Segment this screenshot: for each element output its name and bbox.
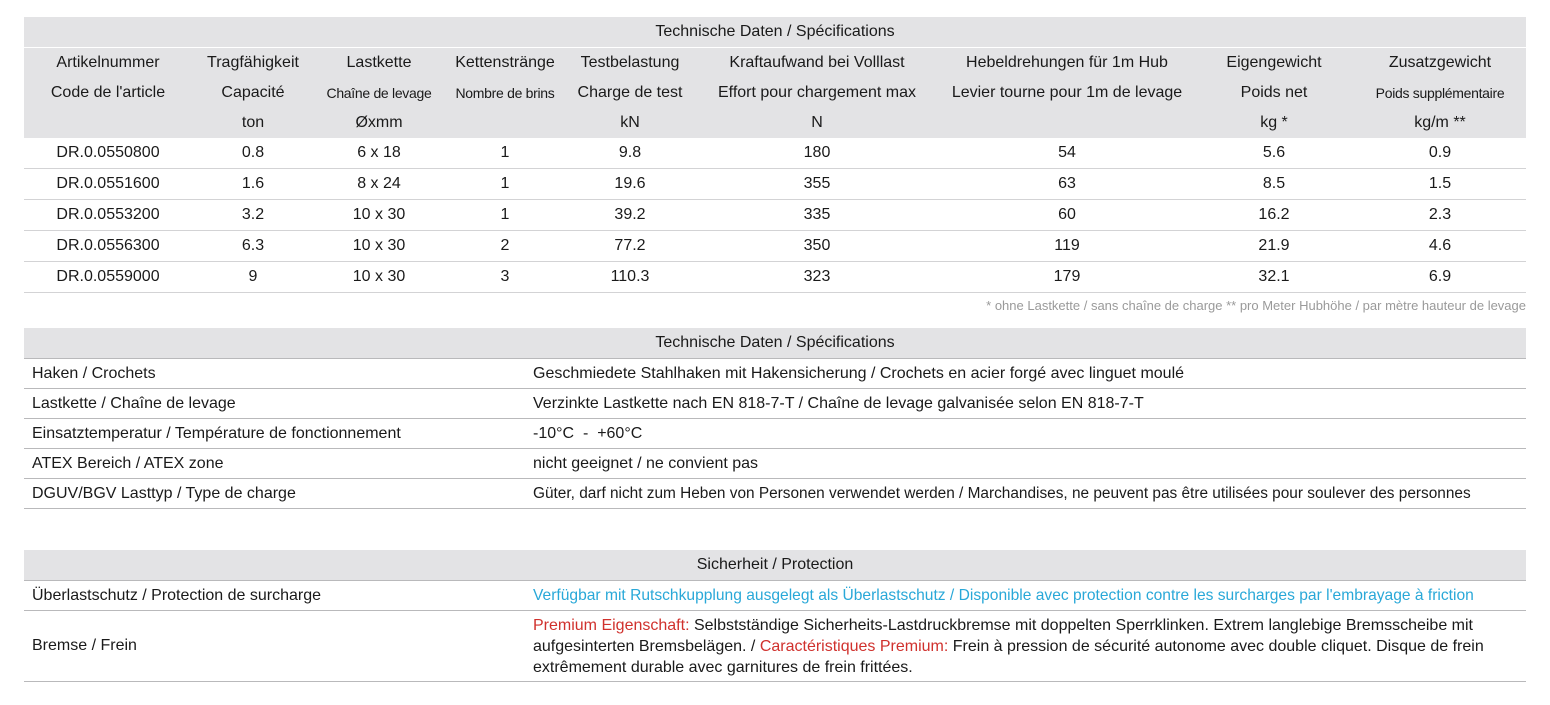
row-label: Bremse / Frein (24, 611, 525, 682)
specifications-table (24, 17, 1526, 293)
units-row (24, 108, 1526, 138)
table-cell: 3 (444, 262, 566, 293)
row-value: Güter, darf nicht zum Heben von Personen verwendet werden / Marchandises, ne peuvent pas être utilisées pour soulever des personnes (525, 479, 1526, 509)
table-cell: 3.2 (192, 200, 314, 231)
table-cell: 19.6 (566, 169, 694, 200)
table-cell: 8.5 (1194, 169, 1354, 200)
header-cell: Artikelnummer (24, 48, 192, 79)
unit-cell (940, 108, 1194, 138)
header-cell: Lastkette (314, 48, 444, 79)
unit-cell: Øxmm (314, 108, 444, 138)
table-cell: 77.2 (566, 231, 694, 262)
row-value: -10°C - +60°C (525, 419, 1526, 449)
table-cell: 10 x 30 (314, 200, 444, 231)
table-row (24, 479, 1526, 509)
table-cell: 1 (444, 138, 566, 169)
table-cell: 6.3 (192, 231, 314, 262)
row-label: Lastkette / Chaîne de levage (24, 389, 525, 419)
header-row-fr (24, 78, 1526, 108)
header-cell: Capacité (192, 78, 314, 108)
table-cell: 16.2 (1194, 200, 1354, 231)
header-cell: Poids supplémentaire (1354, 78, 1526, 108)
table-cell: DR.0.0556300 (24, 231, 192, 262)
table-cell: 350 (694, 231, 940, 262)
header-cell: Eigengewicht (1194, 48, 1354, 79)
row-value: Verzinkte Lastkette nach EN 818-7-T / Chaîne de levage galvanisée selon EN 818-7-T (525, 389, 1526, 419)
table-cell: 60 (940, 200, 1194, 231)
table-cell: 335 (694, 200, 940, 231)
tech-title: Technische Daten / Spécifications (24, 328, 1526, 359)
table-cell: 355 (694, 169, 940, 200)
table-cell: 119 (940, 231, 1194, 262)
row-label: DGUV/BGV Lasttyp / Type de charge (24, 479, 525, 509)
header-cell: Charge de test (566, 78, 694, 108)
table-cell: 9.8 (566, 138, 694, 169)
header-row-de (24, 48, 1526, 79)
header-cell: Poids net (1194, 78, 1354, 108)
table-cell: 2.3 (1354, 200, 1526, 231)
row-label: Einsatztemperatur / Température de fonctionnement (24, 419, 525, 449)
table-row (24, 200, 1526, 231)
header-cell: Nombre de brins (444, 78, 566, 108)
table-cell: 1 (444, 200, 566, 231)
table-row (24, 449, 1526, 479)
header-cell: Levier tourne pour 1m de levage (940, 78, 1194, 108)
table-cell: 54 (940, 138, 1194, 169)
technical-data-table (24, 328, 1526, 509)
table-cell: 8 x 24 (314, 169, 444, 200)
premium-label-de: Premium Eigenschaft: (533, 616, 690, 634)
table-row (24, 138, 1526, 169)
table-cell: 1.5 (1354, 169, 1526, 200)
header-cell: Code de l'article (24, 78, 192, 108)
table-row (24, 611, 1526, 682)
table-cell: 1.6 (192, 169, 314, 200)
table-cell: 180 (694, 138, 940, 169)
table-cell: DR.0.0553200 (24, 200, 192, 231)
table-cell: 110.3 (566, 262, 694, 293)
unit-cell: ton (192, 108, 314, 138)
table-cell: 323 (694, 262, 940, 293)
table-row (24, 262, 1526, 293)
unit-cell (444, 108, 566, 138)
row-label: ATEX Bereich / ATEX zone (24, 449, 525, 479)
table-cell: 63 (940, 169, 1194, 200)
header-cell: Zusatzgewicht (1354, 48, 1526, 79)
table-cell: 10 x 30 (314, 262, 444, 293)
unit-cell: kg/m ** (1354, 108, 1526, 138)
unit-cell: kg * (1194, 108, 1354, 138)
table-cell: 1 (444, 169, 566, 200)
header-cell: Testbelastung (566, 48, 694, 79)
table-cell: 0.8 (192, 138, 314, 169)
table-cell: 6.9 (1354, 262, 1526, 293)
header-cell: Effort pour chargement max (694, 78, 940, 108)
specs-title: Technische Daten / Spécifications (24, 17, 1526, 47)
brake-text-fr: Frein à pression de sécurité autonome avec double cliquet. Disque de frein extrêmement durable avec garnitures de frein frittées. (533, 637, 1484, 676)
unit-cell: kN (566, 108, 694, 138)
premium-label-fr: Caractéristiques Premium: (759, 637, 949, 655)
table-cell: 179 (940, 262, 1194, 293)
header-cell: Kettenstränge (444, 48, 566, 79)
overload-value: Verfügbar mit Rutschkupplung ausgelegt als Überlastschutz / Disponible avec protection contre les surcharges par l'embrayage à friction (525, 581, 1526, 611)
table-cell: 9 (192, 262, 314, 293)
unit-cell (24, 108, 192, 138)
header-cell: Hebeldrehungen für 1m Hub (940, 48, 1194, 79)
footnote: * ohne Lastkette / sans chaîne de charge ** pro Meter Hubhöhe / par mètre hauteur de levage (986, 298, 1526, 313)
table-cell: DR.0.0551600 (24, 169, 192, 200)
table-cell: 2 (444, 231, 566, 262)
header-cell: Tragfähigkeit (192, 48, 314, 79)
table-row (24, 581, 1526, 611)
table-cell: 32.1 (1194, 262, 1354, 293)
row-label: Überlastschutz / Protection de surcharge (24, 581, 525, 611)
row-value: Geschmiedete Stahlhaken mit Hakensicherung / Crochets en acier forgé avec linguet moulé (525, 359, 1526, 389)
header-cell: Kraftaufwand bei Volllast (694, 48, 940, 79)
safety-title: Sicherheit / Protection (24, 550, 1526, 581)
table-cell: 10 x 30 (314, 231, 444, 262)
table-row (24, 359, 1526, 389)
table-cell: 39.2 (566, 200, 694, 231)
safety-table (24, 550, 1526, 682)
table-cell: 21.9 (1194, 231, 1354, 262)
unit-cell: N (694, 108, 940, 138)
table-row (24, 389, 1526, 419)
table-row (24, 231, 1526, 262)
table-cell: DR.0.0550800 (24, 138, 192, 169)
table-cell: 5.6 (1194, 138, 1354, 169)
table-row (24, 419, 1526, 449)
table-cell: 6 x 18 (314, 138, 444, 169)
header-cell: Chaîne de levage (314, 78, 444, 108)
table-cell: 4.6 (1354, 231, 1526, 262)
table-cell: DR.0.0559000 (24, 262, 192, 293)
row-label: Haken / Crochets (24, 359, 525, 389)
table-row (24, 169, 1526, 200)
table-cell: 0.9 (1354, 138, 1526, 169)
brake-text-de: Selbstständige Sicherheits-Lastdruckbremse mit doppelten Sperrklinken. Extrem langlebige Bremsscheibe mit aufgesinterten Bremsbelägen. / (533, 616, 1473, 655)
brake-value (525, 611, 1526, 682)
row-value: nicht geeignet / ne convient pas (525, 449, 1526, 479)
